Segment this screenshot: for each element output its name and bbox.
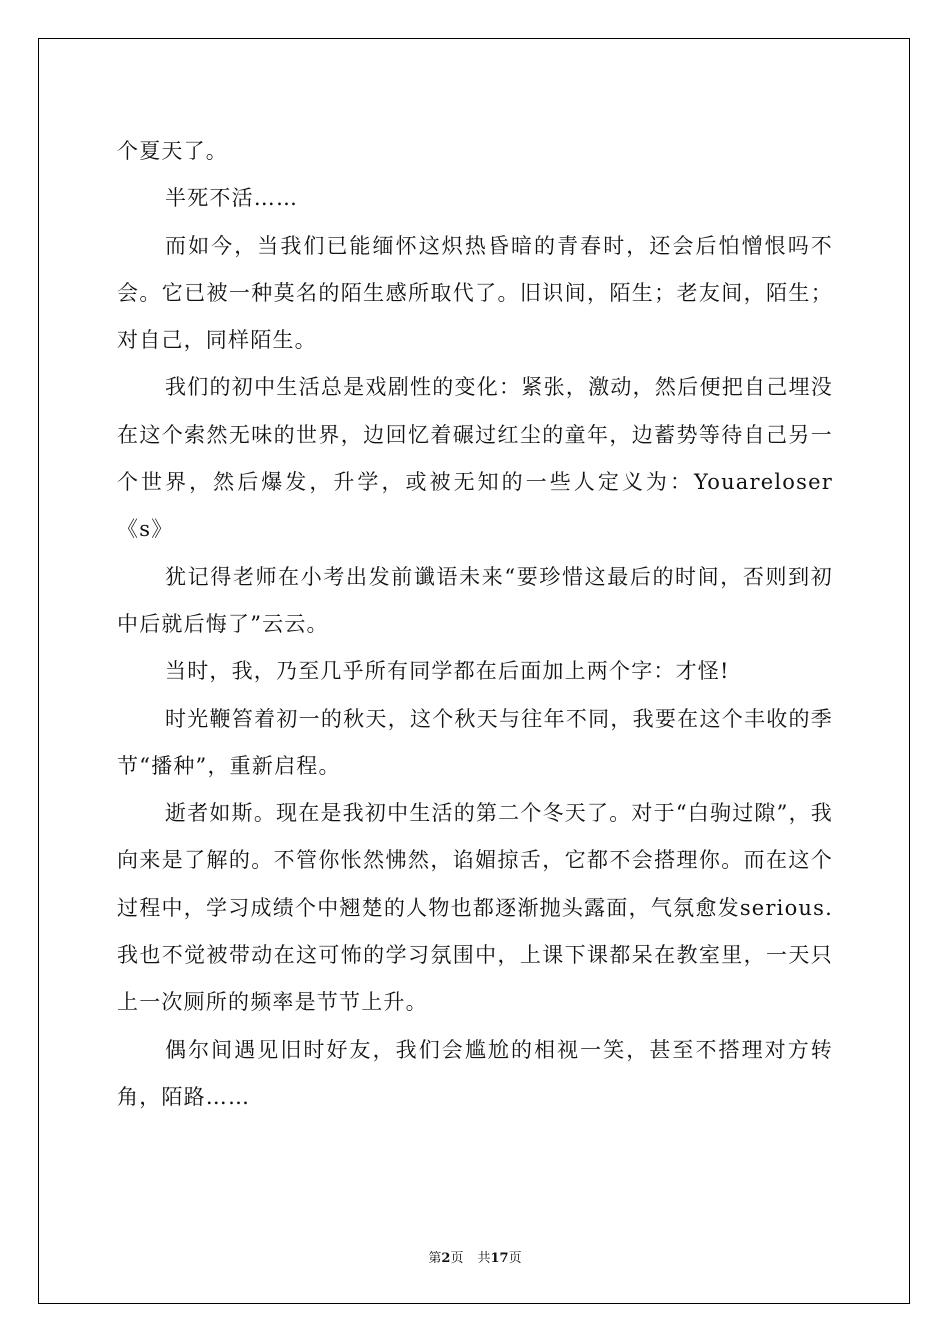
paragraph: 时光鞭笞着初一的秋天，这个秋天与往年不同，我要在这个丰收的季节“播种”，重新启程。 [117,706,833,778]
page-footer [0,1247,950,1266]
footer-page-suffix: 页 [450,1251,464,1266]
paragraph: 当时，我，乃至几乎所有同学都在后面加上两个字：才怪! [165,659,730,684]
footer-total-prefix: 共 [477,1251,491,1266]
paragraph: 偶尔间遇见旧时好友，我们会尴尬的相视一笑，甚至不搭理对方转角，陌路…… [117,1037,833,1109]
paragraph: 逝者如斯。现在是我初中生活的第二个冬天了。对于“白驹过隙”，我向来是了解的。不管你怅然怫然，谄媚掠舌，它都不会搭理你。而在这个过程中，学习成绩个中翘楚的人物也都逐渐抛头露面，气氛愈发serious.我也不觉被带动在这可怖的学习氛围中，上课下课都呆在教室里，一天只上一次厕所的频率是节节上升。 [117,801,833,1015]
footer-page-prefix: 第 [428,1251,442,1266]
footer-total-suffix: 页 [508,1251,522,1266]
footer-total-pages: 17 [490,1251,509,1266]
footer-page-number: 2 [441,1251,451,1266]
paragraph: 而如今，当我们已能缅怀这炽热昏暗的青春时，还会后怕憎恨吗不会。它已被一种莫名的陌生感所取代了。旧识间，陌生；老友间，陌生；对自己，同样陌生。 [117,233,833,353]
document-body [117,128,833,1121]
paragraph: 我们的初中生活总是戏剧性的变化：紧张，激动，然后便把自己埋没在这个索然无味的世界，边回忆着碾过红尘的童年，边蓄势等待自己另一个世界，然后爆发，升学，或被无知的一些人定义为：Youareloser《s》 [117,375,833,542]
paragraph: 犹记得老师在小考出发前谶语未来“要珍惜这最后的时间，否则到初中后就后悔了”云云。 [117,564,833,636]
paragraph: 半死不活…… [165,186,299,211]
paragraph: 个夏天了。 [117,139,228,163]
